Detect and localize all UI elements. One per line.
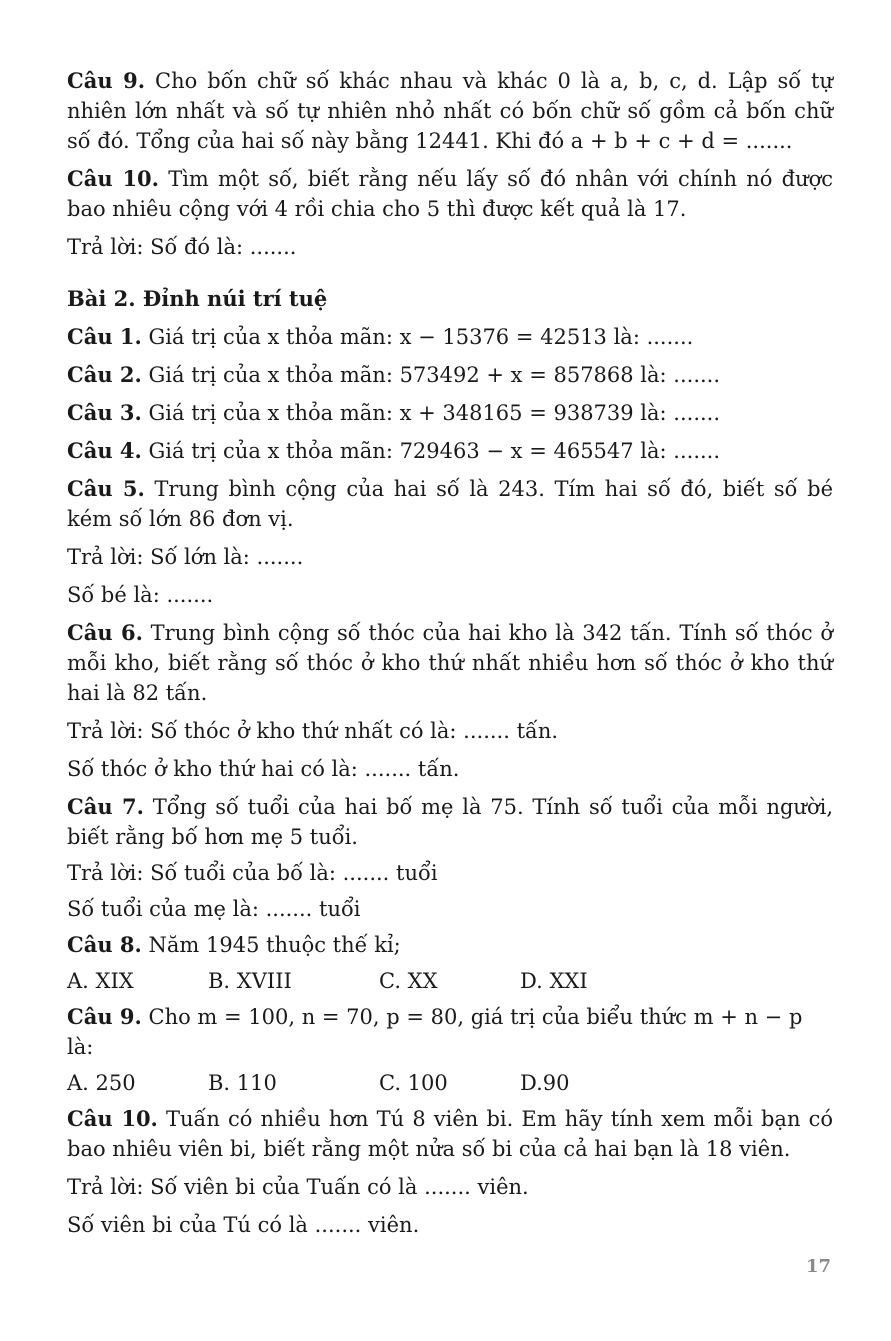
option-c: C. XX — [379, 969, 438, 993]
question-label: Câu 7. — [67, 794, 144, 819]
question-label: Câu 1. — [67, 324, 142, 349]
question-p2-5 — [67, 474, 833, 534]
answer-line: Số thóc ở kho thứ hai có là: ....... tấn. — [67, 757, 460, 781]
question-label: Câu 9. — [67, 68, 146, 93]
answer-line: Trả lời: Số viên bi của Tuấn có là ....... viên. — [67, 1175, 529, 1199]
answer-options — [67, 966, 833, 996]
question-p2-10 — [67, 1104, 833, 1164]
answer-line: Số tuổi của mẹ là: ....... tuổi — [67, 897, 361, 921]
question-label: Câu 2. — [67, 362, 142, 387]
question-label: Câu 6. — [67, 620, 143, 645]
question-label: Câu 4. — [67, 438, 142, 463]
question-p2-8 — [67, 930, 833, 960]
question-label: Câu 8. — [67, 932, 142, 957]
question-p2-4 — [67, 436, 833, 466]
option-b: B. XVIII — [208, 969, 292, 993]
answer-line: Trả lời: Số lớn là: ....... — [67, 545, 304, 569]
option-c: C. 100 — [379, 1071, 448, 1095]
question-p2-3 — [67, 398, 833, 428]
question-p2-2 — [67, 360, 833, 390]
option-a: A. XIX — [67, 969, 134, 993]
question-p1-10 — [67, 164, 833, 224]
answer-line: Trả lời: Số đó là: ....... — [67, 235, 297, 259]
answer-options — [67, 1068, 833, 1098]
question-label: Câu 10. — [67, 1106, 158, 1131]
question-text: Giá trị của x thỏa mãn: 729463 − x = 465547 là: ....... — [141, 439, 721, 463]
option-d: D.90 — [520, 1071, 570, 1095]
page-number: 17 — [805, 1256, 831, 1277]
document-page — [67, 66, 833, 1240]
question-label: Câu 3. — [67, 400, 142, 425]
section-title: Bài 2. Đỉnh núi trí tuệ — [67, 286, 328, 311]
answer-line: Số viên bi của Tú có là ....... viên. — [67, 1213, 420, 1237]
question-p2-7 — [67, 792, 833, 852]
question-label: Câu 10. — [67, 166, 159, 191]
option-a: A. 250 — [67, 1071, 136, 1095]
question-p1-9 — [67, 66, 833, 156]
question-text: Tìm một số, biết rằng nếu lấy số đó nhân với chính nó được bao nhiêu cộng với 4 rồi chia cho 5 thì được kết quả là 17. — [67, 167, 833, 221]
question-text: Giá trị của x thỏa mãn: x + 348165 = 938739 là: ....... — [141, 401, 721, 425]
question-p2-9 — [67, 1002, 833, 1062]
question-label: Câu 5. — [67, 476, 145, 501]
question-text: Cho m = 100, n = 70, p = 80, giá trị của biểu thức m + n − p là: — [67, 1005, 803, 1059]
question-text: Giá trị của x thỏa mãn: x − 15376 = 42513 là: ....... — [141, 325, 694, 349]
question-text: Trung bình cộng số thóc của hai kho là 342 tấn. Tính số thóc ở mỗi kho, biết rằng số thóc ở kho thứ nhất nhiều hơn số thóc ở kho thứ hai là 82 tấn. — [67, 621, 833, 705]
question-p2-1 — [67, 322, 833, 352]
answer-line: Trả lời: Số thóc ở kho thứ nhất có là: ....... tấn. — [67, 719, 559, 743]
question-text: Cho bốn chữ số khác nhau và khác 0 là a, b, c, d. Lập số tự nhiên lớn nhất và số tự nhiên nhỏ nhất có bốn chữ số gồm cả bốn chữ số đó. Tổng của hai số này bằng 12441. Khi đó a + b + c + d = ....... — [67, 69, 833, 153]
question-label: Câu 9. — [67, 1004, 142, 1029]
answer-line: Trả lời: Số tuổi của bố là: ....... tuổi — [67, 861, 438, 885]
question-p2-6 — [67, 618, 833, 708]
answer-line: Số bé là: ....... — [67, 583, 214, 607]
question-text: Tổng số tuổi của hai bố mẹ là 75. Tính số tuổi của mỗi người, biết rằng bố hơn mẹ 5 tuổi. — [67, 795, 833, 849]
option-d: D. XXI — [520, 969, 588, 993]
question-text: Năm 1945 thuộc thế kỉ; — [141, 933, 401, 957]
question-text: Tuấn có nhiều hơn Tú 8 viên bi. Em hãy tính xem mỗi bạn có bao nhiêu viên bi, biết rằng một nửa số bi của cả hai bạn là 18 viên. — [67, 1107, 833, 1161]
option-b: B. 110 — [208, 1071, 277, 1095]
question-text: Trung bình cộng của hai số là 243. Tím hai số đó, biết số bé kém số lớn 86 đơn vị. — [67, 477, 834, 531]
question-text: Giá trị của x thỏa mãn: 573492 + x = 857868 là: ....... — [141, 363, 721, 387]
